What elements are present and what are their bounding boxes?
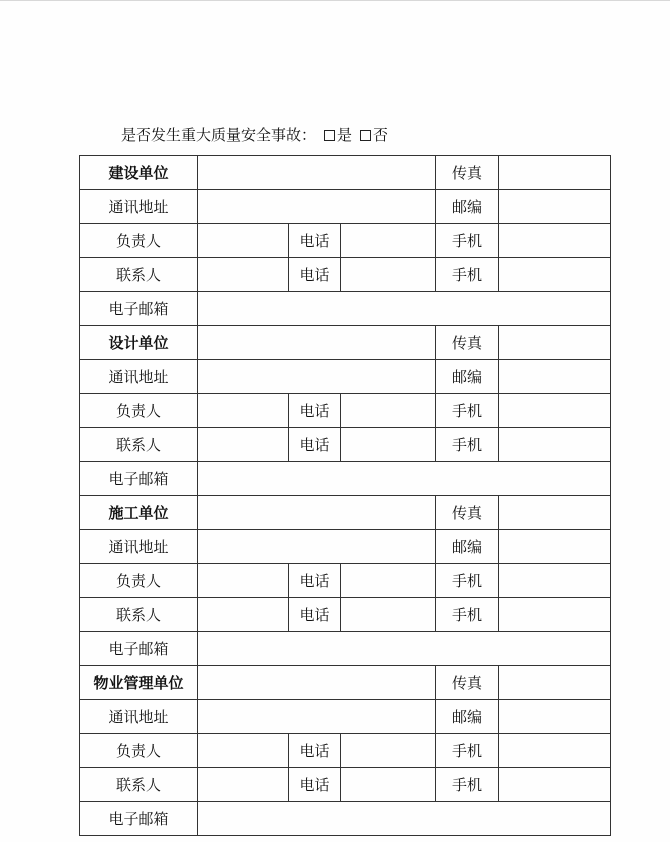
contact-mobile-label: 手机 (436, 598, 499, 632)
contact-name-field[interactable] (198, 768, 289, 802)
postcode-label: 邮编 (436, 530, 499, 564)
contact-mobile-field[interactable] (499, 258, 611, 292)
contact-phone-label: 电话 (289, 598, 341, 632)
principal-row (80, 394, 611, 428)
section-header-row (80, 496, 611, 530)
email-field[interactable] (198, 632, 611, 666)
unit-name-field[interactable] (198, 156, 436, 190)
principal-phone-label: 电话 (289, 564, 341, 598)
principal-phone-label: 电话 (289, 734, 341, 768)
principal-mobile-label: 手机 (436, 394, 499, 428)
principal-mobile-field[interactable] (499, 734, 611, 768)
postcode-field[interactable] (499, 700, 611, 734)
yes-checkbox[interactable] (324, 130, 335, 141)
contact-name-field[interactable] (198, 258, 289, 292)
email-label: 电子邮箱 (80, 462, 198, 496)
option-yes[interactable] (324, 124, 352, 146)
address-label: 通讯地址 (80, 360, 198, 394)
fax-field[interactable] (499, 496, 611, 530)
principal-label: 负责人 (80, 394, 198, 428)
contact-row (80, 598, 611, 632)
option-yes-label: 是 (337, 126, 353, 144)
option-no[interactable] (360, 124, 388, 146)
email-label: 电子邮箱 (80, 292, 198, 326)
postcode-field[interactable] (499, 190, 611, 224)
contact-label: 联系人 (80, 258, 198, 292)
principal-phone-label: 电话 (289, 224, 341, 258)
page-top-rule (0, 0, 670, 1)
postcode-field[interactable] (499, 530, 611, 564)
option-no-label: 否 (373, 126, 389, 144)
unit-name-field[interactable] (198, 666, 436, 700)
address-label: 通讯地址 (80, 700, 198, 734)
contact-phone-field[interactable] (341, 598, 436, 632)
contact-name-field[interactable] (198, 428, 289, 462)
unit-name-field[interactable] (198, 496, 436, 530)
contact-mobile-label: 手机 (436, 768, 499, 802)
section-header-row (80, 326, 611, 360)
postcode-label: 邮编 (436, 360, 499, 394)
principal-mobile-label: 手机 (436, 564, 499, 598)
email-row (80, 462, 611, 496)
principal-name-field[interactable] (198, 394, 289, 428)
section-title: 施工单位 (80, 496, 198, 530)
section-title: 设计单位 (80, 326, 198, 360)
address-row (80, 700, 611, 734)
principal-phone-field[interactable] (341, 564, 436, 598)
postcode-field[interactable] (499, 360, 611, 394)
principal-name-field[interactable] (198, 224, 289, 258)
contact-mobile-field[interactable] (499, 428, 611, 462)
contact-phone-field[interactable] (341, 768, 436, 802)
address-label: 通讯地址 (80, 190, 198, 224)
address-row (80, 530, 611, 564)
postcode-label: 邮编 (436, 700, 499, 734)
principal-mobile-field[interactable] (499, 564, 611, 598)
contact-row (80, 258, 611, 292)
address-field[interactable] (198, 530, 436, 564)
email-field[interactable] (198, 802, 611, 836)
principal-phone-field[interactable] (341, 734, 436, 768)
accident-question-label: 是否发生重大质量安全事故： (121, 126, 317, 144)
principal-label: 负责人 (80, 734, 198, 768)
address-label: 通讯地址 (80, 530, 198, 564)
section-header-row (80, 156, 611, 190)
principal-row (80, 734, 611, 768)
contact-phone-label: 电话 (289, 768, 341, 802)
principal-label: 负责人 (80, 224, 198, 258)
fax-field[interactable] (499, 666, 611, 700)
unit-info-table (79, 155, 611, 836)
accident-question (121, 124, 388, 146)
email-row (80, 292, 611, 326)
email-label: 电子邮箱 (80, 802, 198, 836)
principal-row (80, 224, 611, 258)
contact-label: 联系人 (80, 428, 198, 462)
fax-field[interactable] (499, 156, 611, 190)
unit-name-field[interactable] (198, 326, 436, 360)
section-title: 建设单位 (80, 156, 198, 190)
principal-mobile-label: 手机 (436, 224, 499, 258)
principal-phone-field[interactable] (341, 224, 436, 258)
email-label: 电子邮箱 (80, 632, 198, 666)
contact-row (80, 768, 611, 802)
email-field[interactable] (198, 462, 611, 496)
contact-mobile-label: 手机 (436, 428, 499, 462)
contact-label: 联系人 (80, 768, 198, 802)
principal-mobile-field[interactable] (499, 394, 611, 428)
contact-mobile-label: 手机 (436, 258, 499, 292)
contact-label: 联系人 (80, 598, 198, 632)
section-header-row (80, 666, 611, 700)
contact-phone-label: 电话 (289, 428, 341, 462)
address-row (80, 190, 611, 224)
principal-name-field[interactable] (198, 564, 289, 598)
address-field[interactable] (198, 190, 436, 224)
email-row (80, 632, 611, 666)
contact-phone-field[interactable] (341, 258, 436, 292)
postcode-label: 邮编 (436, 190, 499, 224)
address-field[interactable] (198, 360, 436, 394)
principal-mobile-label: 手机 (436, 734, 499, 768)
principal-label: 负责人 (80, 564, 198, 598)
contact-mobile-field[interactable] (499, 598, 611, 632)
address-row (80, 360, 611, 394)
principal-phone-field[interactable] (341, 394, 436, 428)
contact-phone-label: 电话 (289, 258, 341, 292)
section-title: 物业管理单位 (80, 666, 198, 700)
fax-label: 传真 (436, 496, 499, 530)
contact-name-field[interactable] (198, 598, 289, 632)
email-row (80, 802, 611, 836)
contact-row (80, 428, 611, 462)
fax-label: 传真 (436, 666, 499, 700)
principal-name-field[interactable] (198, 734, 289, 768)
contact-mobile-field[interactable] (499, 768, 611, 802)
principal-mobile-field[interactable] (499, 224, 611, 258)
fax-field[interactable] (499, 326, 611, 360)
fax-label: 传真 (436, 326, 499, 360)
email-field[interactable] (198, 292, 611, 326)
principal-row (80, 564, 611, 598)
principal-phone-label: 电话 (289, 394, 341, 428)
contact-phone-field[interactable] (341, 428, 436, 462)
fax-label: 传真 (436, 156, 499, 190)
no-checkbox[interactable] (360, 130, 371, 141)
address-field[interactable] (198, 700, 436, 734)
